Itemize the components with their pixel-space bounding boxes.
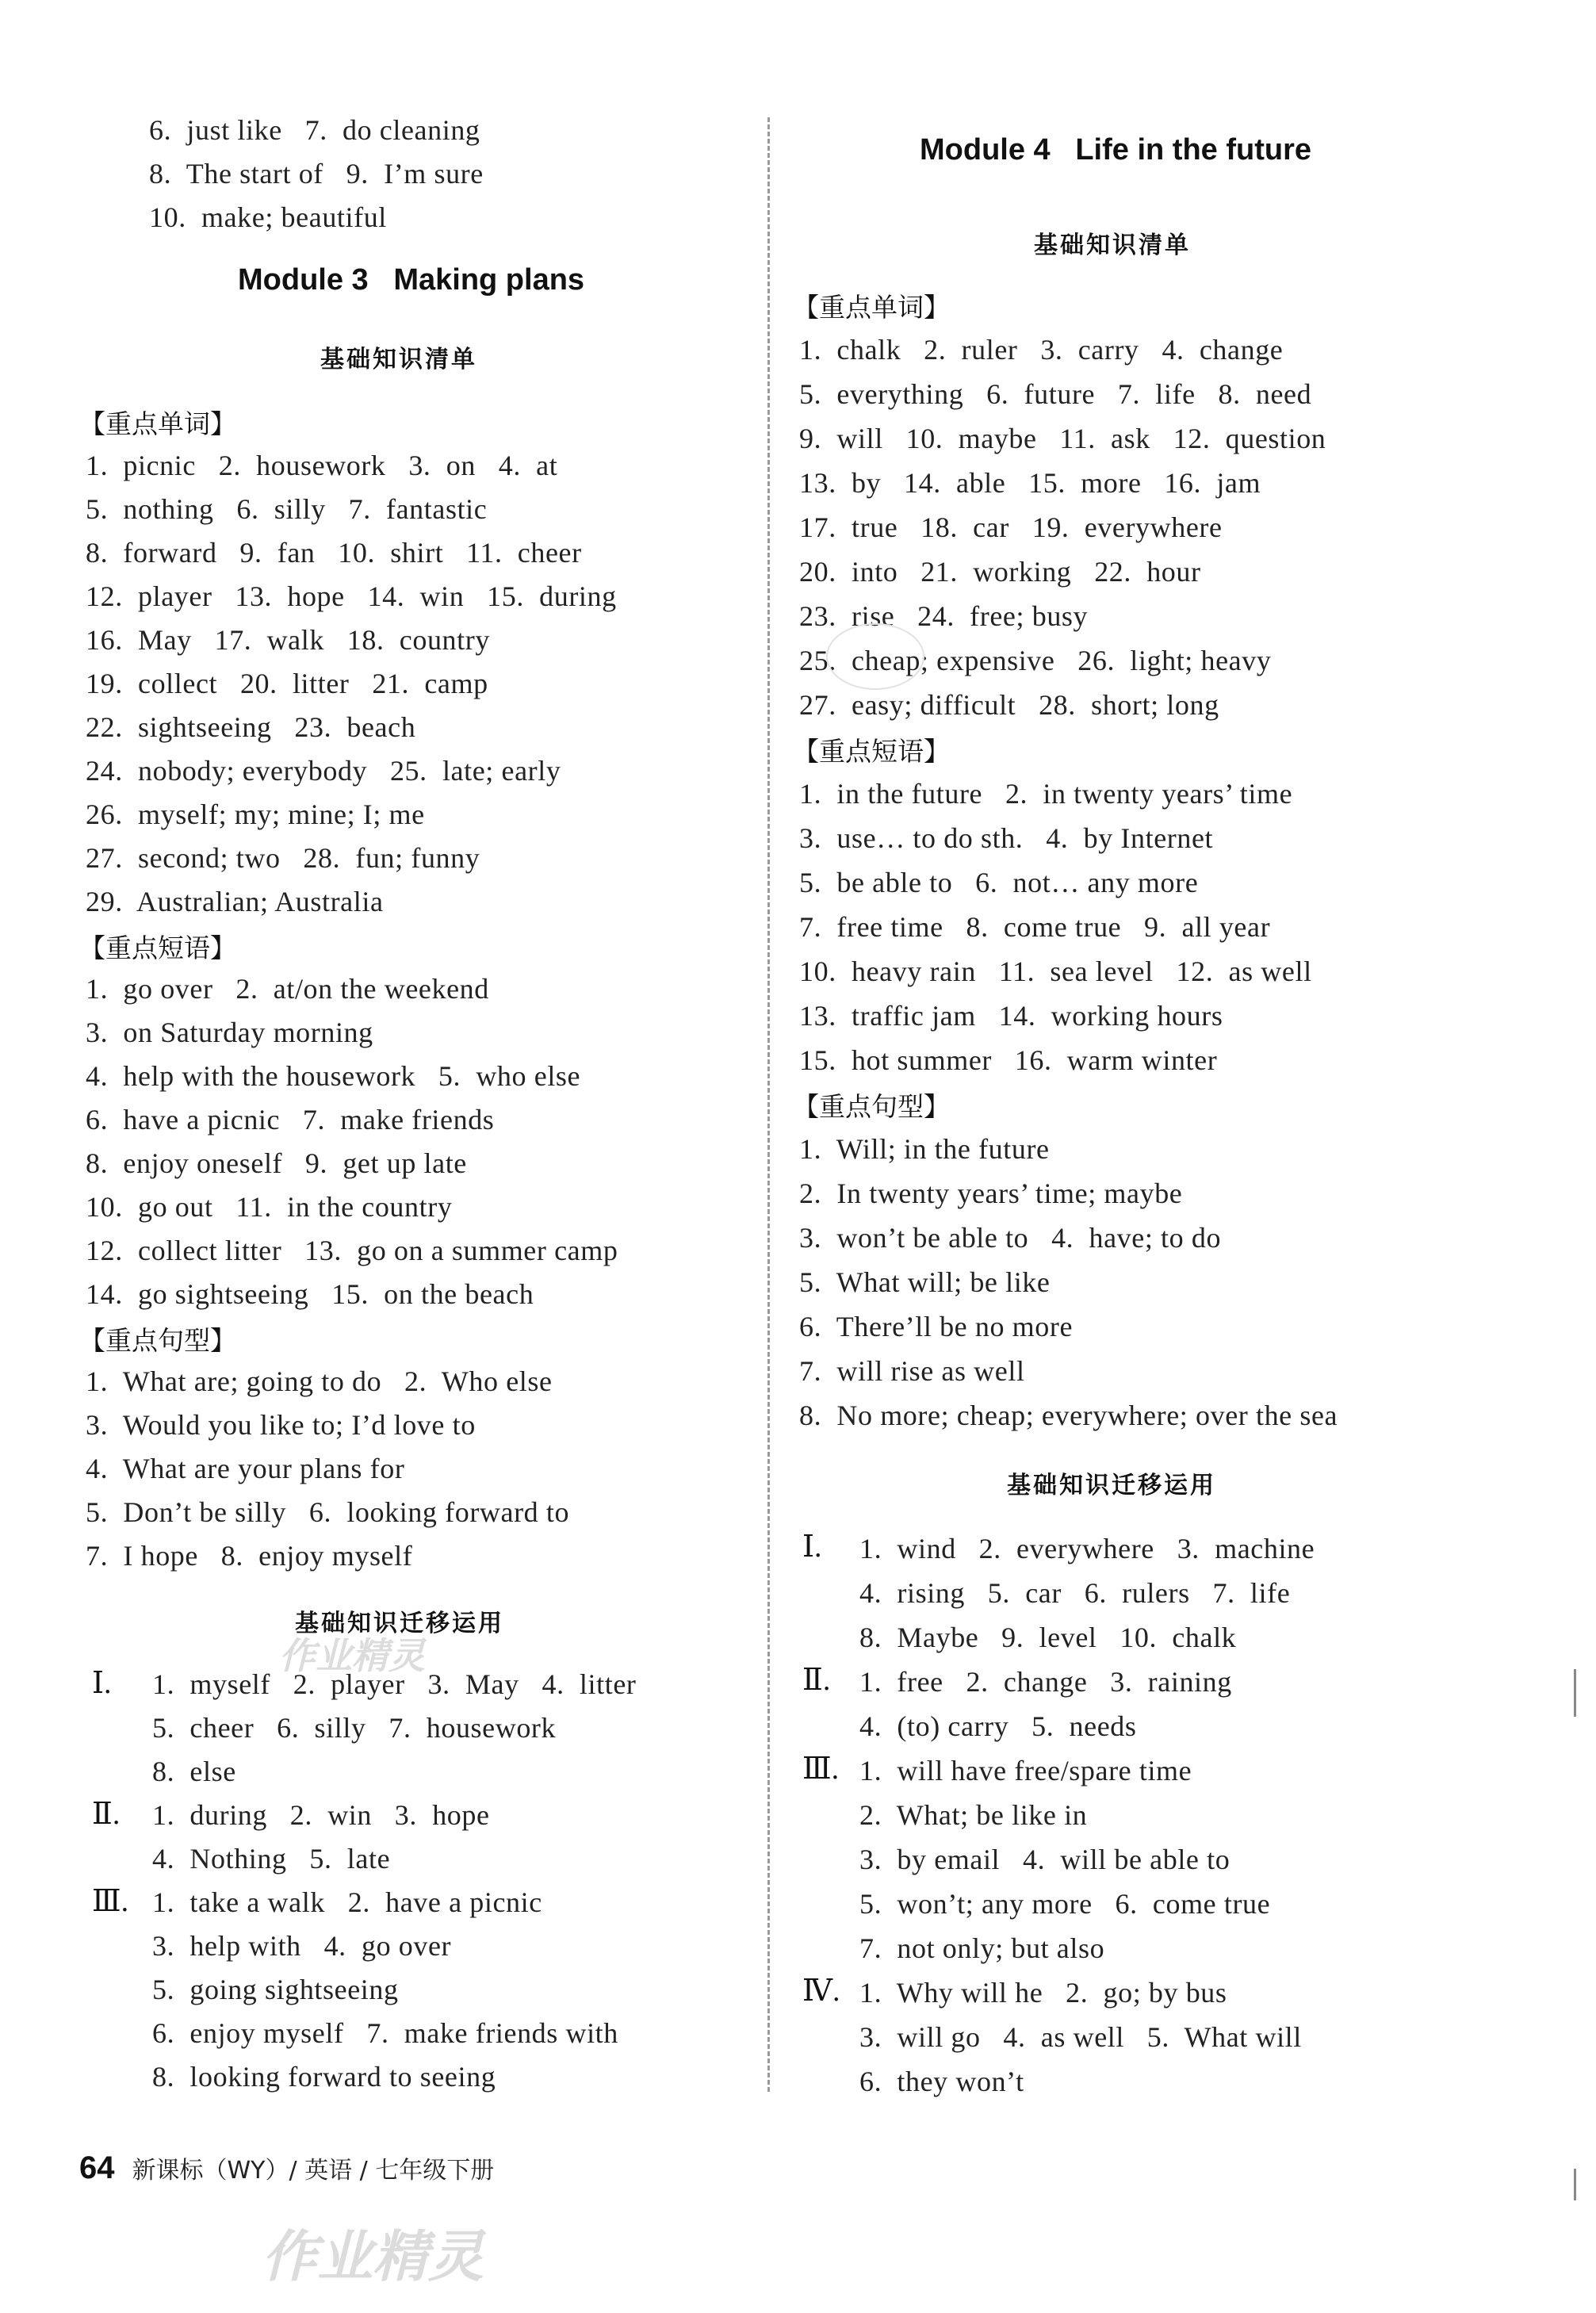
- words-line: 20. into 21. working 22. hour: [799, 556, 1201, 588]
- words-line: 24. nobody; everybody 25. late; early: [86, 755, 561, 787]
- sentences-line: 1. What are; going to do 2. Who else: [86, 1365, 553, 1397]
- section-title: 基础知识清单: [1034, 232, 1191, 259]
- words-line: 29. Australian; Australia: [86, 886, 384, 917]
- exercise-line: 6. enjoy myself 7. make friends with: [152, 2017, 618, 2049]
- phrases-line: 10. heavy rain 11. sea level 12. as well: [799, 955, 1312, 987]
- words-line: 9. will 10. maybe 11. ask 12. question: [799, 423, 1326, 454]
- words-line: 5. everything 6. future 7. life 8. need: [799, 378, 1312, 410]
- words-line: 1. picnic 2. housework 3. on 4. at: [86, 450, 558, 481]
- words-line: 16. May 17. walk 18. country: [86, 624, 490, 656]
- exercise-line: 6. they won’t: [859, 2066, 1024, 2097]
- scan-edge-mark: [1574, 1669, 1576, 1717]
- words-line: 26. myself; my; mine; I; me: [86, 798, 425, 830]
- sentences-line: 1. Will; in the future: [799, 1133, 1050, 1165]
- phrases-line: 13. traffic jam 14. working hours: [799, 1000, 1223, 1032]
- sentences-line: 2. In twenty years’ time; maybe: [799, 1178, 1183, 1209]
- exercise-line: 1. myself 2. player 3. May 4. litter: [152, 1668, 637, 1700]
- sentences-line: 4. What are your plans for: [86, 1453, 405, 1484]
- exercise-roman: Ⅱ.: [802, 1664, 831, 1697]
- sentences-header: 【重点句型】: [793, 1091, 950, 1122]
- scan-edge-mark: [1574, 2169, 1576, 2200]
- exercise-line: 3. by email 4. will be able to: [859, 1844, 1230, 1875]
- phrases-line: 1. go over 2. at/on the weekend: [86, 973, 489, 1005]
- sentences-line: 8. No more; cheap; everywhere; over the sea: [799, 1400, 1338, 1431]
- phrases-line: 4. help with the housework 5. who else: [86, 1060, 581, 1092]
- exercise-line: 8. Maybe 9. level 10. chalk: [859, 1622, 1237, 1653]
- sentences-line: 7. will rise as well: [799, 1355, 1025, 1387]
- column-divider: [767, 117, 770, 2092]
- exercise-line: 5. going sightseeing: [152, 1974, 399, 2005]
- exercise-line: 8. else: [152, 1756, 236, 1787]
- exercise-line: 7. not only; but also: [859, 1932, 1105, 1964]
- phrases-line: 14. go sightseeing 15. on the beach: [86, 1278, 534, 1310]
- exercise-line: 5. won’t; any more 6. come true: [859, 1888, 1271, 1920]
- exercise-line: 2. What; be like in: [859, 1799, 1088, 1831]
- words-line: 27. easy; difficult 28. short; long: [799, 689, 1219, 721]
- exercise-roman: Ⅰ.: [802, 1530, 822, 1564]
- watermark-bottom: 作业精灵: [262, 2224, 484, 2289]
- page-number: 64: [79, 2150, 115, 2185]
- footer-text: 新课标（WY）/ 英语 / 七年级下册: [132, 2157, 495, 2185]
- exercise-line: 1. wind 2. everywhere 3. machine: [859, 1533, 1315, 1564]
- exercise-line: 4. (to) carry 5. needs: [859, 1710, 1137, 1742]
- phrases-line: 8. enjoy oneself 9. get up late: [86, 1147, 467, 1179]
- words-line: 25. cheap; expensive 26. light; heavy: [799, 645, 1272, 676]
- exercise-roman: Ⅱ.: [92, 1798, 121, 1831]
- phrases-line: 5. be able to 6. not… any more: [799, 867, 1199, 898]
- exercise-line: 1. free 2. change 3. raining: [859, 1666, 1232, 1698]
- phrases-line: 3. on Saturday morning: [86, 1017, 373, 1048]
- words-line: 23. rise 24. free; busy: [799, 600, 1089, 632]
- sentences-header: 【重点句型】: [79, 1325, 236, 1356]
- phrases-header: 【重点短语】: [793, 736, 950, 767]
- words-line: 5. nothing 6. silly 7. fantastic: [86, 493, 488, 525]
- phrases-line: 12. collect litter 13. go on a summer camp: [86, 1235, 618, 1266]
- sentences-line: 3. Would you like to; I’d love to: [86, 1409, 476, 1441]
- exercise-roman: Ⅳ.: [802, 1974, 840, 2008]
- sentences-line: 6. There’ll be no more: [799, 1311, 1074, 1342]
- exercise-line: 8. looking forward to seeing: [152, 2061, 496, 2093]
- module-3-title: Module 3 Making plans: [238, 263, 585, 297]
- answer-line: 8. The start of 9. I’m sure: [149, 158, 484, 190]
- words-line: 22. sightseeing 23. beach: [86, 711, 416, 743]
- phrases-line: 7. free time 8. come true 9. all year: [799, 911, 1271, 943]
- answer-line: 10. make; beautiful: [149, 201, 387, 233]
- phrases-line: 1. in the future 2. in twenty years’ time: [799, 778, 1293, 810]
- words-line: 19. collect 20. litter 21. camp: [86, 668, 488, 699]
- section-title: 基础知识清单: [320, 346, 477, 373]
- sentences-line: 7. I hope 8. enjoy myself: [86, 1540, 413, 1572]
- words-header: 【重点单词】: [793, 292, 950, 323]
- exercise-line: 3. will go 4. as well 5. What will: [859, 2021, 1302, 2053]
- exercise-roman: Ⅰ.: [92, 1667, 112, 1700]
- sentences-line: 5. What will; be like: [799, 1266, 1051, 1298]
- exercise-roman: Ⅲ.: [92, 1885, 129, 1918]
- words-line: 1. chalk 2. ruler 3. carry 4. change: [799, 334, 1284, 366]
- phrases-line: 10. go out 11. in the country: [86, 1191, 453, 1223]
- exercise-line: 4. Nothing 5. late: [152, 1843, 391, 1875]
- exercise-line: 1. Why will he 2. go; by bus: [859, 1977, 1227, 2009]
- words-line: 12. player 13. hope 14. win 15. during: [86, 580, 617, 612]
- section-title: 基础知识迁移运用: [295, 1610, 504, 1637]
- answer-line: 6. just like 7. do cleaning: [149, 114, 480, 146]
- faint-stamp: [826, 623, 924, 690]
- section-title: 基础知识迁移运用: [1007, 1472, 1216, 1499]
- words-line: 17. true 18. car 19. everywhere: [799, 511, 1223, 543]
- phrases-line: 3. use… to do sth. 4. by Internet: [799, 822, 1214, 854]
- words-line: 8. forward 9. fan 10. shirt 11. cheer: [86, 537, 582, 569]
- words-header: 【重点单词】: [79, 408, 236, 439]
- exercise-line: 4. rising 5. car 6. rulers 7. life: [859, 1577, 1291, 1609]
- sentences-line: 3. won’t be able to 4. have; to do: [799, 1222, 1222, 1254]
- page-footer: [79, 2144, 494, 2192]
- exercise-line: 1. during 2. win 3. hope: [152, 1799, 490, 1831]
- sentences-line: 5. Don’t be silly 6. looking forward to: [86, 1496, 570, 1528]
- phrases-line: 15. hot summer 16. warm winter: [799, 1044, 1218, 1076]
- phrases-line: 6. have a picnic 7. make friends: [86, 1104, 495, 1135]
- exercise-line: 1. will have free/spare time: [859, 1755, 1192, 1786]
- exercise-line: 5. cheer 6. silly 7. housework: [152, 1712, 557, 1744]
- module-4-title: Module 4 Life in the future: [920, 133, 1311, 167]
- words-line: 13. by 14. able 15. more 16. jam: [799, 467, 1261, 499]
- exercise-line: 1. take a walk 2. have a picnic: [152, 1886, 542, 1918]
- exercise-roman: Ⅲ.: [802, 1752, 840, 1786]
- exercise-line: 3. help with 4. go over: [152, 1930, 452, 1962]
- watermark-middle: 作业精灵: [279, 1634, 425, 1677]
- words-line: 27. second; two 28. fun; funny: [86, 842, 480, 874]
- phrases-header: 【重点短语】: [79, 932, 236, 963]
